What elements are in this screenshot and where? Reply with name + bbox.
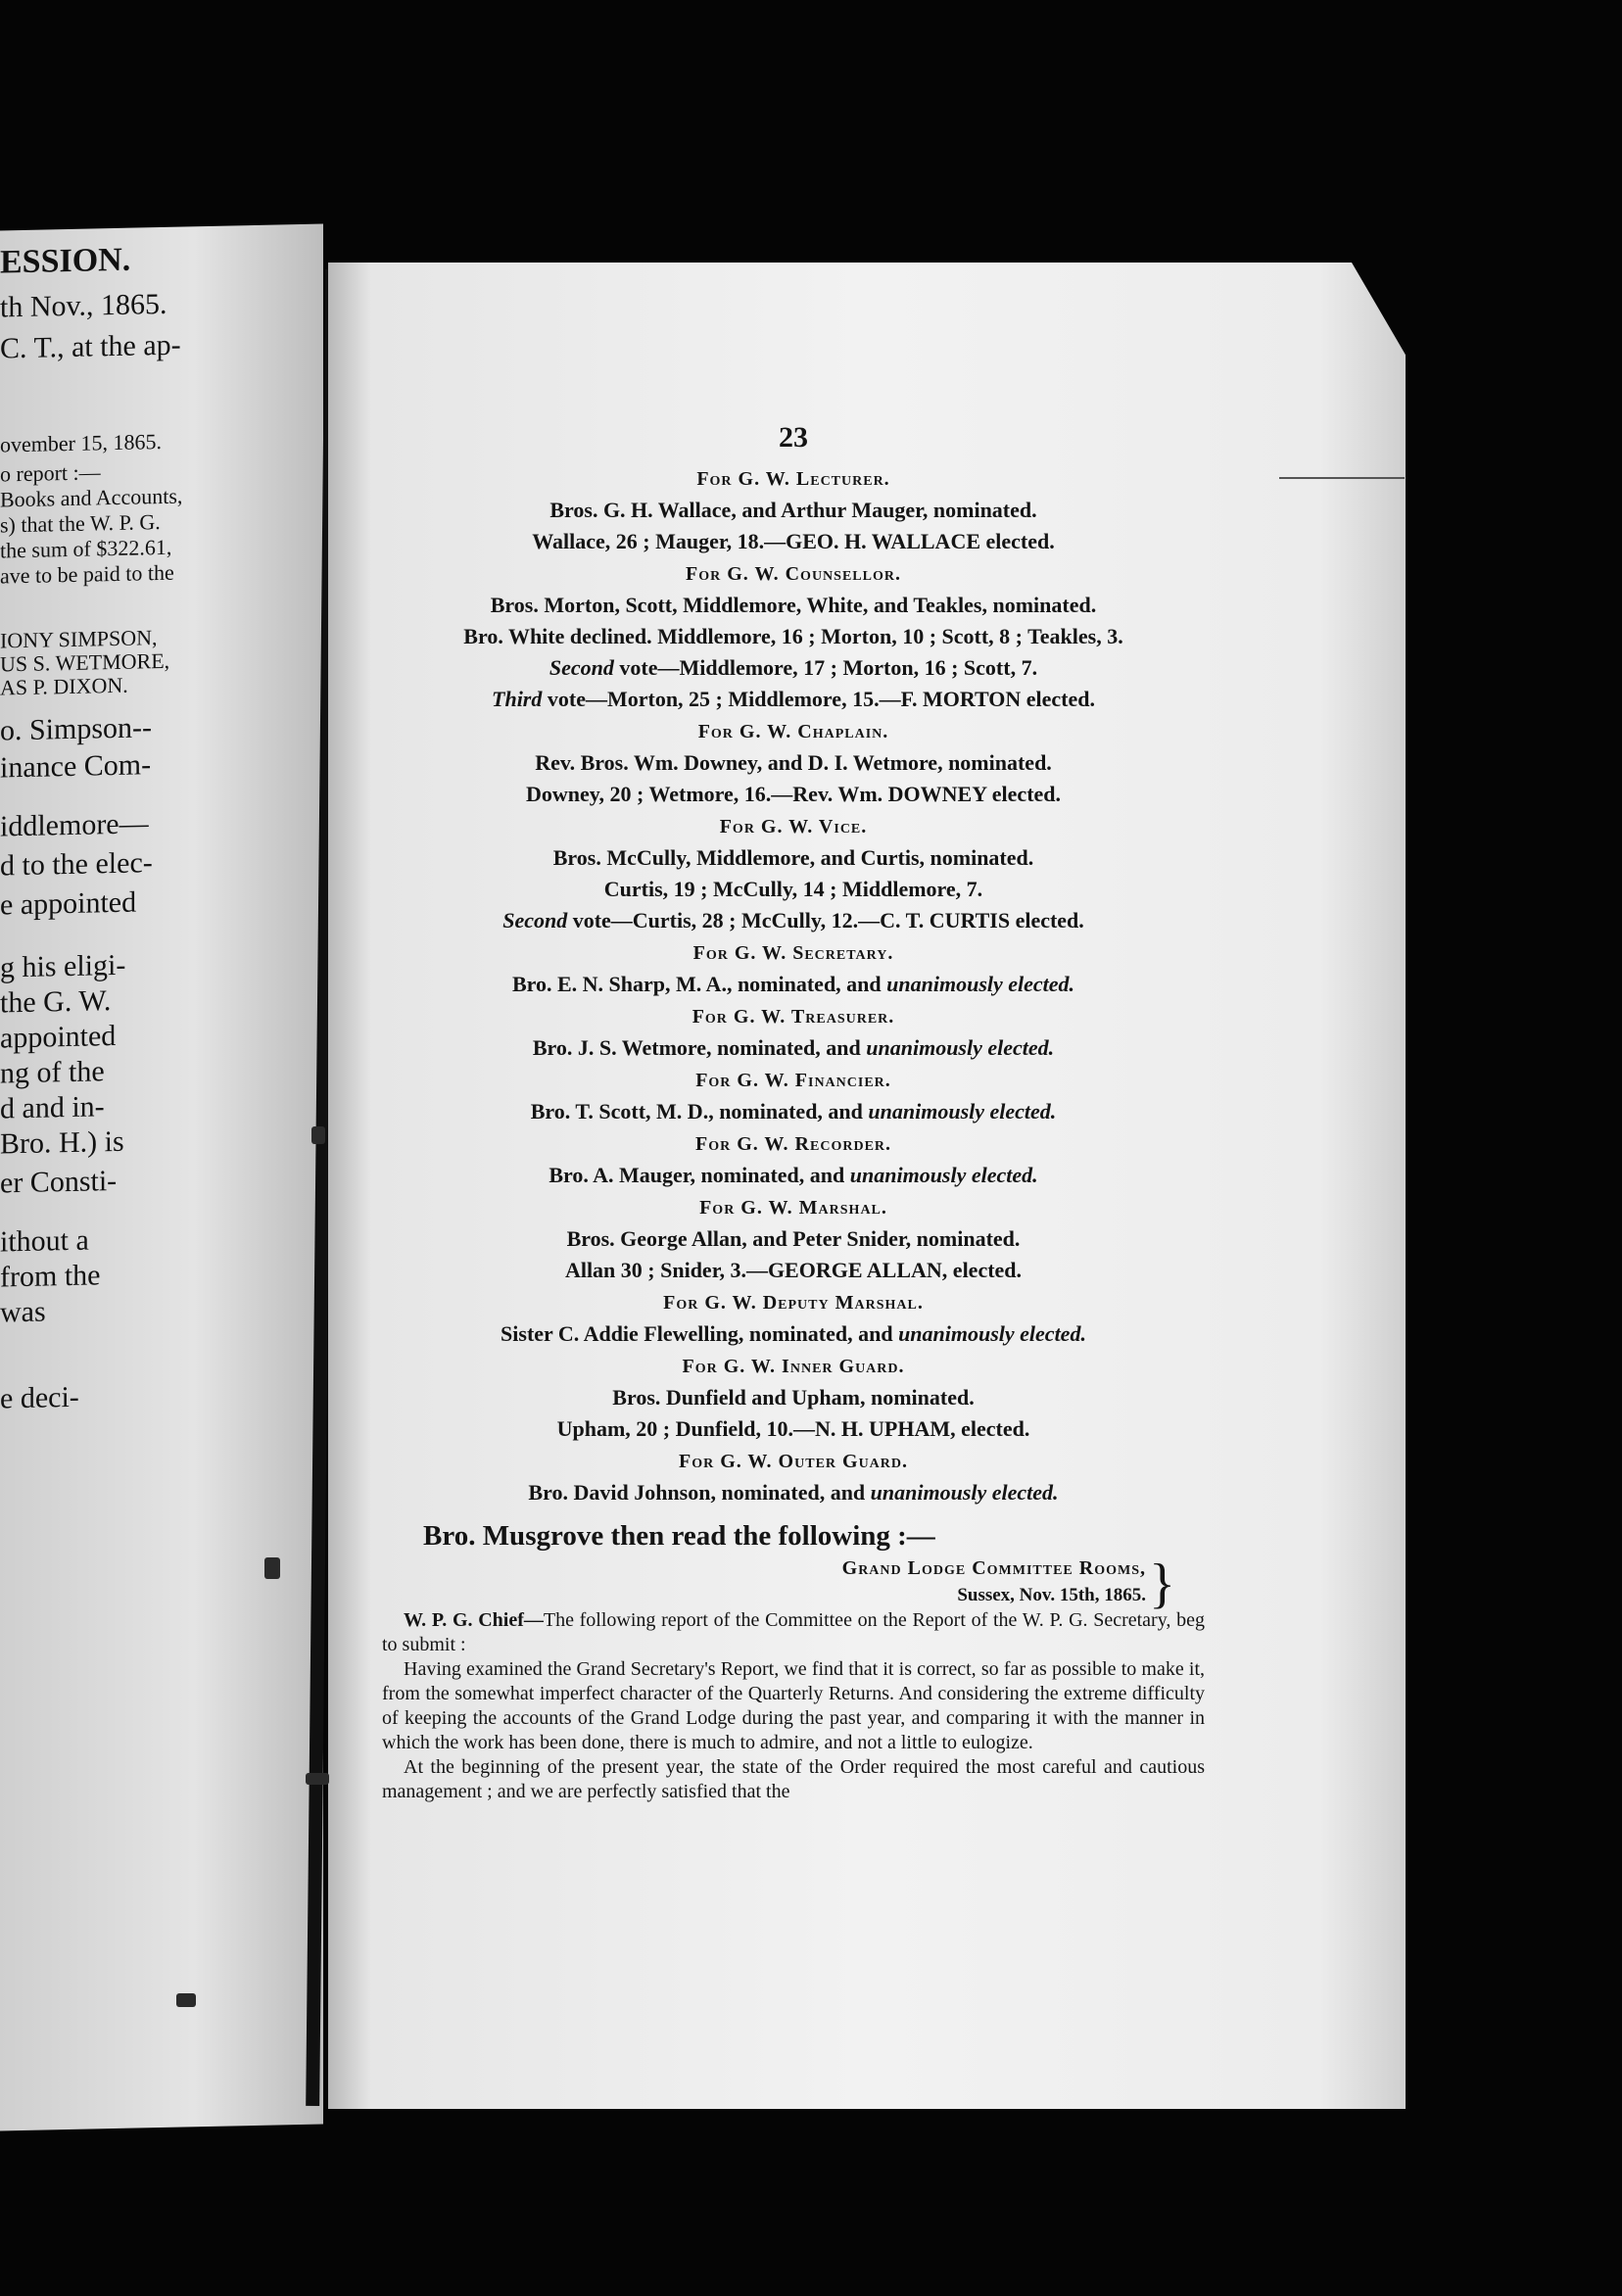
committee-rooms: Grand Lodge Committee Rooms, — [841, 1557, 1146, 1579]
vote-line: Bros. G. H. Wallace, and Arthur Mauger, nominated. — [549, 498, 1037, 522]
left-page-line: inance Com- — [0, 748, 152, 785]
office-heading-text: For G. W. Counsellor. — [686, 563, 901, 585]
office-heading — [382, 1191, 1205, 1223]
office-heading — [382, 1350, 1205, 1382]
left-page-line: US S. WETMORE, — [0, 647, 170, 677]
paragraph-text: Having examined the Grand Secretary's Report, we find that it is correct, so far as possible to make it, from the somewhat imperfect character of the Quarterly Returns. And considering the extreme difficulty of keeping the accounts of the Grand Lodge during the past year, and comparing it with the manner in which the work has been done, there is much to admire, and not a little to eulogize. — [382, 1658, 1205, 1753]
office-heading — [382, 936, 1205, 969]
office-heading — [382, 1445, 1205, 1477]
ballot-ordinal: Third — [492, 687, 543, 711]
report-text — [382, 1608, 1205, 1804]
unanimous-text: unanimously elected. — [849, 1163, 1038, 1187]
vote-line: Bros. Dunfield and Upham, nominated. — [612, 1385, 975, 1410]
office-heading — [382, 462, 1205, 495]
ballot-result: vote—Middlemore, 17 ; Morton, 16 ; Scott, 7. — [613, 655, 1038, 680]
musgrove-heading: Bro. Musgrove then read the following :— — [423, 1520, 935, 1552]
office-heading-text: For G. W. Secretary. — [692, 942, 894, 964]
vote-line: Bros. George Allan, and Peter Snider, nominated. — [566, 1226, 1021, 1251]
ink-blot — [306, 1773, 329, 1785]
unanimous-text: unanimously elected. — [898, 1321, 1086, 1346]
nominee-text: Bro. T. Scott, M. D., nominated, and — [530, 1099, 869, 1124]
ballot-line — [382, 905, 1205, 936]
paragraph-text: At the beginning of the present year, the state of the Order required the most careful and cautious management ; and we are perfectly satisfied that the — [382, 1756, 1205, 1802]
ballot-ordinal: Second — [502, 908, 568, 933]
office-heading-text: For G. W. Deputy Marshal. — [663, 1292, 924, 1314]
ink-blot — [176, 1993, 196, 2007]
salutation: W. P. G. Chief— — [404, 1609, 544, 1631]
report-paragraph — [382, 1608, 1205, 1657]
left-page-line: ESSION. — [0, 241, 131, 281]
nominee-text: Sister C. Addie Flewelling, nominated, and — [501, 1321, 899, 1346]
left-page-line: the sum of $322.61, — [0, 534, 172, 563]
nominee-text: Bro. David Johnson, nominated, and — [528, 1480, 871, 1505]
left-page-line: was — [0, 1295, 46, 1329]
vote-line: Downey, 20 ; Wetmore, 16.—Rev. Wm. DOWNEY elected. — [525, 782, 1062, 806]
left-page-line: Bro. H.) is — [0, 1124, 124, 1161]
report-paragraph — [382, 1657, 1205, 1755]
left-page-line: Books and Accounts, — [0, 483, 183, 512]
vote-line: Allan 30 ; Snider, 3.—GEORGE ALLAN, elected. — [564, 1258, 1023, 1282]
nominee-text: Bro. J. S. Wetmore, nominated, and — [532, 1035, 867, 1060]
paragraph-text: The following report of the Committee on the Report of the W. P. G. Secretary, beg to submit : — [382, 1609, 1205, 1655]
vote-line: Rev. Bros. Wm. Downey, and D. I. Wetmore, nominated. — [535, 750, 1052, 775]
office-heading — [382, 1127, 1205, 1160]
vote-line: Curtis, 19 ; McCully, 14 ; Middlemore, 7. — [603, 877, 983, 901]
office-heading-text: For G. W. Inner Guard. — [682, 1356, 905, 1377]
left-page-line: e appointed — [0, 885, 137, 922]
dateline: Sussex, Nov. 15th, 1865. — [957, 1585, 1146, 1605]
office-heading — [382, 1286, 1205, 1318]
unanimous-text: unanimously elected. — [886, 972, 1075, 996]
office-heading-text: For G. W. Outer Guard. — [678, 1451, 909, 1472]
nomination-line — [382, 1477, 1205, 1508]
nominee-text: Bro. A. Mauger, nominated, and — [549, 1163, 850, 1187]
left-page-line: C. T., at the ap- — [0, 328, 181, 365]
left-page-line: e deci- — [0, 1380, 79, 1415]
ballot-result: vote—Morton, 25 ; Middlemore, 15.—F. MORTON elected. — [542, 687, 1095, 711]
office-heading — [382, 557, 1205, 590]
ink-blot — [264, 1557, 280, 1579]
left-page — [0, 224, 323, 2131]
left-page-line: ithout a — [0, 1223, 89, 1259]
office-heading-text: For G. W. Marshal. — [699, 1197, 887, 1219]
ballot-line — [382, 684, 1205, 715]
office-heading — [382, 810, 1205, 842]
vote-line: Bros. Morton, Scott, Middlemore, White, and Teakles, nominated. — [490, 593, 1097, 617]
election-entries — [382, 462, 1205, 1508]
left-page-line: th Nov., 1865. — [0, 287, 167, 324]
vote-line: Wallace, 26 ; Mauger, 18.—GEO. H. WALLACE elected. — [532, 529, 1055, 553]
left-page-line: s) that the W. P. G. — [0, 509, 161, 538]
office-heading — [382, 1000, 1205, 1032]
nomination-line — [382, 1318, 1205, 1350]
vote-line: Bros. McCully, Middlemore, and Curtis, nominated. — [552, 845, 1034, 870]
office-heading-text: For G. W. Chaplain. — [697, 721, 889, 742]
nomination-line — [382, 1032, 1205, 1064]
unanimous-text: unanimously elected. — [868, 1099, 1057, 1124]
ballot-result: vote—Curtis, 28 ; McCully, 12.—C. T. CURTIS elected. — [567, 908, 1084, 933]
left-page-line — [0, 363, 315, 370]
committee-rooms-dateline — [382, 1554, 1205, 1614]
left-page-line: the G. W. — [0, 984, 112, 1020]
office-heading-text: For G. W. Treasurer. — [692, 1006, 895, 1028]
vote-line: Upham, 20 ; Dunfield, 10.—N. H. UPHAM, elected. — [556, 1416, 1030, 1441]
left-page-line: o. Simpson-- — [0, 711, 153, 747]
left-page-line: ng of the — [0, 1055, 105, 1090]
nomination-line — [382, 969, 1205, 1000]
unanimous-text: unanimously elected. — [870, 1480, 1059, 1505]
left-page-line: o report :— — [0, 459, 101, 487]
margin-rule — [1279, 477, 1405, 479]
left-page-line: IONY SIMPSON, — [0, 625, 158, 653]
office-heading-text: For G. W. Financier. — [695, 1070, 891, 1091]
left-page-line: ave to be paid to the — [0, 559, 174, 589]
page-number: 23 — [779, 421, 808, 454]
brace: } — [1149, 1554, 1175, 1614]
left-page-line: d and in- — [0, 1090, 105, 1125]
nomination-line — [382, 1160, 1205, 1191]
page-body — [382, 421, 1205, 1804]
nomination-line — [382, 1096, 1205, 1127]
vote-line: Bro. White declined. Middlemore, 16 ; Morton, 10 ; Scott, 8 ; Teakles, 3. — [463, 624, 1123, 648]
left-page-line: AS P. DIXON. — [0, 672, 128, 700]
left-page-line: from the — [0, 1259, 101, 1294]
left-page-line: er Consti- — [0, 1164, 118, 1200]
office-heading-text: For G. W. Vice. — [719, 816, 868, 837]
office-heading-text: For G. W. Lecturer. — [696, 468, 890, 490]
ballot-ordinal: Second — [549, 655, 614, 680]
left-page-line: iddlemore— — [0, 807, 149, 843]
office-heading — [382, 1064, 1205, 1096]
report-paragraph — [382, 1755, 1205, 1804]
unanimous-text: unanimously elected. — [866, 1035, 1055, 1060]
office-heading — [382, 715, 1205, 747]
ballot-line — [382, 652, 1205, 684]
left-page-line: g his eligi- — [0, 948, 126, 984]
left-page-line: appointed — [0, 1019, 117, 1055]
left-page-line: d to the elec- — [0, 846, 153, 883]
left-page-line: ovember 15, 1865. — [0, 429, 162, 457]
nominee-text: Bro. E. N. Sharp, M. A., nominated, and — [511, 972, 887, 996]
ink-blot — [311, 1126, 325, 1144]
office-heading-text: For G. W. Recorder. — [694, 1133, 892, 1155]
